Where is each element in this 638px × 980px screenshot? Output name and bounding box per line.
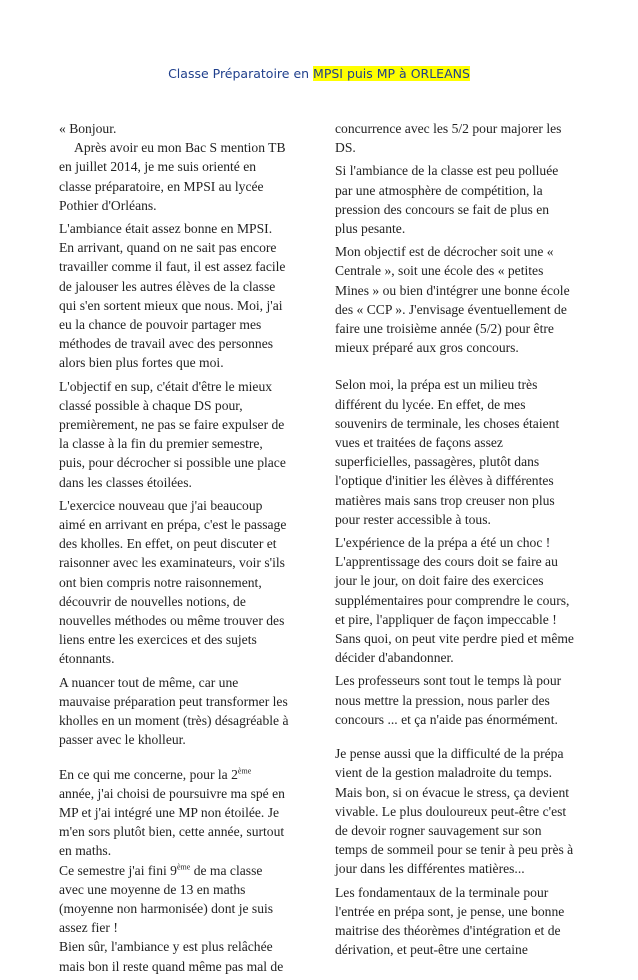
intro-text: Après avoir eu mon Bac S mention TB en juillet 2014, je me suis orienté en classe préparatoire, en MPSI au lycée Pothier d'Orléans. [59, 140, 286, 213]
arrival-text: En arrivant, quand on ne sait pas encore travailler comme il faut, il est assez facile de jalouser les autres élèves de la classe qui s'en sortent mieux que nous. Moi, j'ai eu la chance de pouvoir partager mes méthodes de travail avec des personnes alors bien plus fortes que moi. [59, 240, 286, 371]
paragraph-ambiance [59, 219, 289, 373]
semester-text-b: de ma classe avec une moyenne de 13 en maths (moyenne non harmonisée) dont je suis assez fier ! [59, 862, 274, 936]
greeting-text: « Bonjour. [59, 121, 117, 136]
paragraph-nuance: A nuancer tout de même, car une mauvaise préparation peut transformer les kholles en un moment (très) désagréable à passer avec le kholleur. [59, 674, 289, 748]
time-text: Je pense aussi que la difficulté de la prépa vient de la gestion maladroite du temps. [335, 746, 564, 781]
paragraph-objective: L'objectif en sup, c'était d'être le mieux classé possible à chaque DS pour, premièrement, ne pas se faire expulser de la classe à la fin du premier semestre, puis, pour décrocher si possible une place dans les classes étoilées. [59, 378, 286, 490]
superscript-eme: ème [237, 765, 252, 775]
ambiance-spe-text: Bien sûr, l'ambiance y est plus relâchée mais bon il reste quand même pas mal de [59, 939, 284, 974]
title-highlight: MPSI puis MP à ORLEANS [313, 66, 470, 81]
title-prefix: Classe Préparatoire en [168, 66, 314, 81]
paragraph-prepa-vs-lycee: Selon moi, la prépa est un milieu très différent du lycée. En effet, de mes souvenirs de terminale, les choses étaient vues et traitées de façons assez superficielles, passagères, plutôt dans l'optique d'initier les élèves à différentes matières mais sans trop creuser non plus pour rester accessible à tous. [335, 377, 560, 527]
paragraph-pressure: Si l'ambiance de la classe est peu polluée par une atmosphère de compétition, la pression des concours se fait de plus en plus pesante. [335, 163, 559, 237]
paragraph-goal: Mon objectif est de décrocher soit une « Centrale », soit une école des « petites Mines » ou bien d'intégrer une bonne école des « CCP ». J'envisage éventuellement de faire une troisième année (5/2) pour être mieux préparé aux gros concours. [335, 244, 570, 356]
paragraph-time [335, 744, 575, 878]
stress-text: Mais bon, si on évacue le stress, ça devient vivable. Le plus douloureux peut-être c'est de devoir rogner sauvagement sur son temps de sommeil pour se tenir à peu près à jour dans les différentes matières... [335, 784, 574, 877]
semester-text-a: Ce semestre j'ai fini 9 [59, 862, 177, 878]
paragraph-fundamentals: Les fondamentaux de la terminale pour l'entrée en prépa sont, je pense, une bonne maitrise des théorèmes d'intégration et de dérivation, et peut-être une certaine [335, 884, 565, 958]
paragraph-shock [335, 533, 575, 667]
superscript-eme-2: ème [176, 861, 191, 871]
learning-text: L'apprentissage des cours doit se faire au jour le jour, on doit faire des exercices supplémentaires pour comprendre le cours, et pire, l'appliquer de façon impeccable ! [335, 554, 570, 627]
shock-text: L'expérience de la prépa a été un choc ! [335, 535, 551, 551]
left-column [59, 119, 289, 980]
paragraph-competition: concurrence avec les 5/2 pour majorer les DS. [335, 121, 562, 156]
document-title [0, 66, 638, 81]
abandon-text: Sans quoi, on peut vite perdre pied et même décider d'abandonner. [335, 631, 574, 666]
right-column [335, 119, 575, 963]
ambiance-text: L'ambiance était assez bonne en MPSI. [59, 221, 273, 237]
paragraph-greeting [59, 119, 289, 215]
paragraph-professors: Les professeurs sont tout le temps là pour nous mettre la pression, nous parler des concours ... et ça n'aide pas énormément. [335, 673, 562, 727]
paragraph-second-year [59, 765, 289, 976]
second-year-text-a: En ce qui me concerne, pour la 2 [59, 766, 238, 782]
second-year-text-b: année, j'ai choisi de poursuivre ma spé en MP et j'ai intégré une MP non étoilée. Je m'en sors plutôt bien, cette année, surtout en maths. [59, 785, 285, 859]
paragraph-kholles: L'exercice nouveau que j'ai beaucoup aimé en arrivant en prépa, c'est le passage des kholles. En effet, on peut discuter et raisonner avec les examinateurs, voir s'ils ont bien compris notre raisonnement, découvrir de nouvelles notions, de nouvelles méthodes ou même trouver des liens entre les exercices et des sujets étonnants. [59, 497, 287, 667]
